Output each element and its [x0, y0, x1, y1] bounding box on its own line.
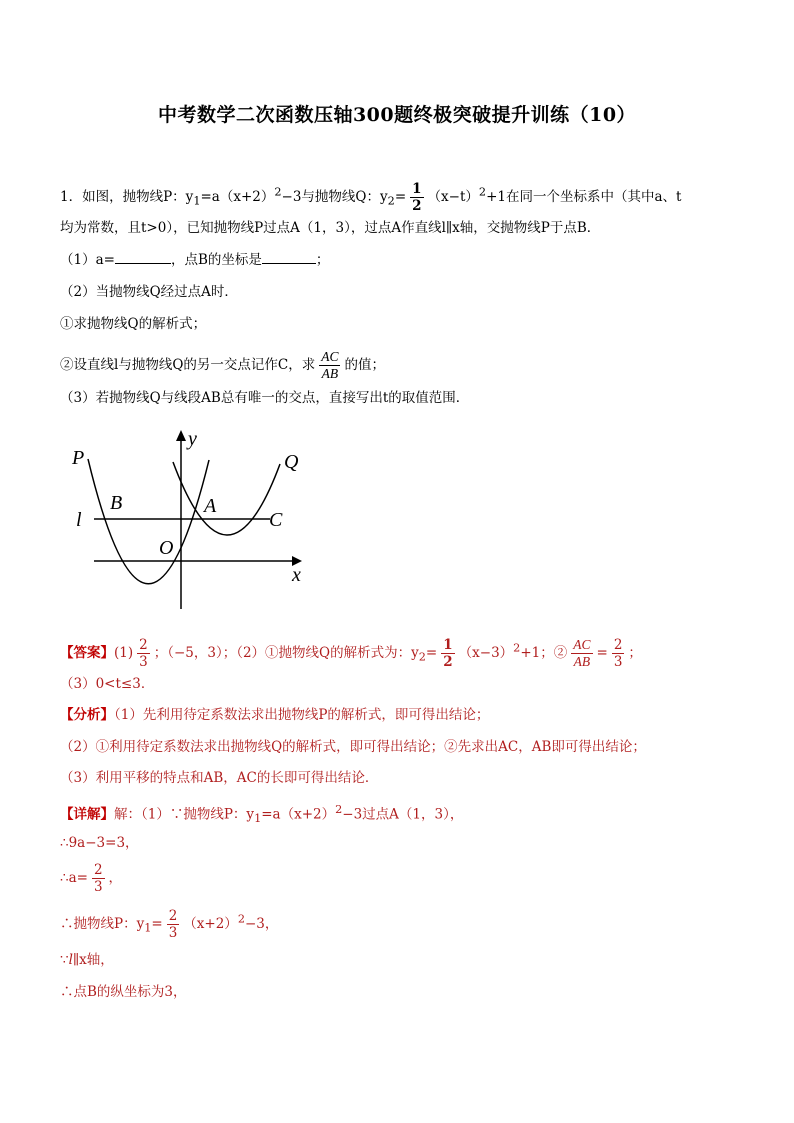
- detail-line-2: ∴9a−3=3，: [60, 835, 139, 851]
- label-o: O: [159, 537, 174, 559]
- fraction-ac-ab: $\frac{AC}{AB}$: [321, 349, 339, 381]
- fraction-2-3-c: $\frac{2}{3}$: [93, 862, 103, 895]
- fraction-2-3-a: $\frac{2}{3}$: [139, 637, 148, 670]
- label-a: A: [204, 495, 217, 517]
- answer-blank-b[interactable]: [262, 249, 316, 264]
- analysis-line-3: （3）利用平移的特点和AB，AC的长即可得出结论．: [60, 770, 379, 786]
- fraction-half: $\frac{1}{2}$: [412, 181, 422, 214]
- label-y: y: [188, 428, 197, 450]
- parabola-q: [173, 462, 280, 535]
- question-3: （3）若抛物线Q与线段AB总有唯一的交点，直接写出t的取值范围．: [60, 390, 470, 406]
- question-1: （1）a= ，点B的坐标是 ；: [60, 249, 329, 270]
- answer-blank-a[interactable]: [115, 249, 171, 264]
- detail-line-3: ∴a= $\frac{2}{3}$ ，: [60, 862, 123, 895]
- answer-line-2: （3）0<t≤3．: [60, 676, 155, 692]
- detail-line-6: ∴点B的纵坐标为3，: [60, 984, 187, 1000]
- label-l: l: [76, 509, 82, 531]
- detail-line-1: 【详解】解：（1）∵抛物线P：$y_1=a(x+2)^2-3$过点A（1，3），: [60, 803, 464, 826]
- analysis-line-2: （2）①利用待定系数法求出抛物线Q的解析式，即可得出结论；②先求出AC，AB即可得出结论；: [60, 739, 646, 755]
- detail-line-5: ∵l∥x轴，: [60, 952, 114, 968]
- y-axis-arrow: [176, 430, 186, 441]
- problem-line-2: 均为常数，且t>0），已知抛物线P过点A（1，3），过点A作直线l∥x轴，交抛物线P于点B．: [60, 220, 601, 236]
- answer-line-1: 【答案】(1) $\frac{2}{3}$ ；（−5，3）；（2）①抛物线Q的解析式为：$y_2=$ $\frac{1}{2}$ $(x-3)^2+1$；② $\frac{AC}{AB}$ = $\frac{2}{3}$ ；: [60, 637, 642, 670]
- label-b: B: [110, 492, 123, 514]
- parabola-figure: [62, 425, 312, 615]
- question-2-2: ②设直线l与抛物线Q的另一交点记作C，求 $\frac{AC}{AB}$ 的值；: [60, 349, 385, 381]
- label-c: C: [269, 509, 283, 531]
- fraction-2-3-b: $\frac{2}{3}$: [613, 637, 623, 670]
- label-x: x: [292, 564, 301, 586]
- fraction-half-b: $\frac{1}{2}$: [443, 637, 453, 670]
- detail-line-4: ∴抛物线P：$y_1=$ $\frac{2}{3}$ $(x+2)^2-3$，: [60, 908, 279, 941]
- label-p: P: [72, 447, 85, 469]
- analysis-line-1: 【分析】（1）先利用待定系数法求出抛物线P的解析式，即可得出结论；: [60, 707, 490, 723]
- fraction-2-3-d: $\frac{2}{3}$: [168, 908, 178, 941]
- question-2-1: ①求抛物线Q的解析式；: [60, 316, 207, 332]
- fraction-ac-ab-b: $\frac{AC}{AB}$: [573, 637, 591, 669]
- problem-line-1: 1．如图，抛物线P：$y_1=a(x+2)^2-3$与抛物线Q：$y_2=$ $\frac{1}{2}$ $(x-t)^2+1$在同一个坐标系中（其中a、t: [60, 181, 682, 214]
- page-title: 中考数学二次函数压轴300题终极突破提升训练（10）: [157, 104, 637, 126]
- parabola-p: [88, 459, 209, 584]
- label-q: Q: [284, 451, 299, 473]
- question-2: （2）当抛物线Q经过点A时．: [60, 284, 238, 300]
